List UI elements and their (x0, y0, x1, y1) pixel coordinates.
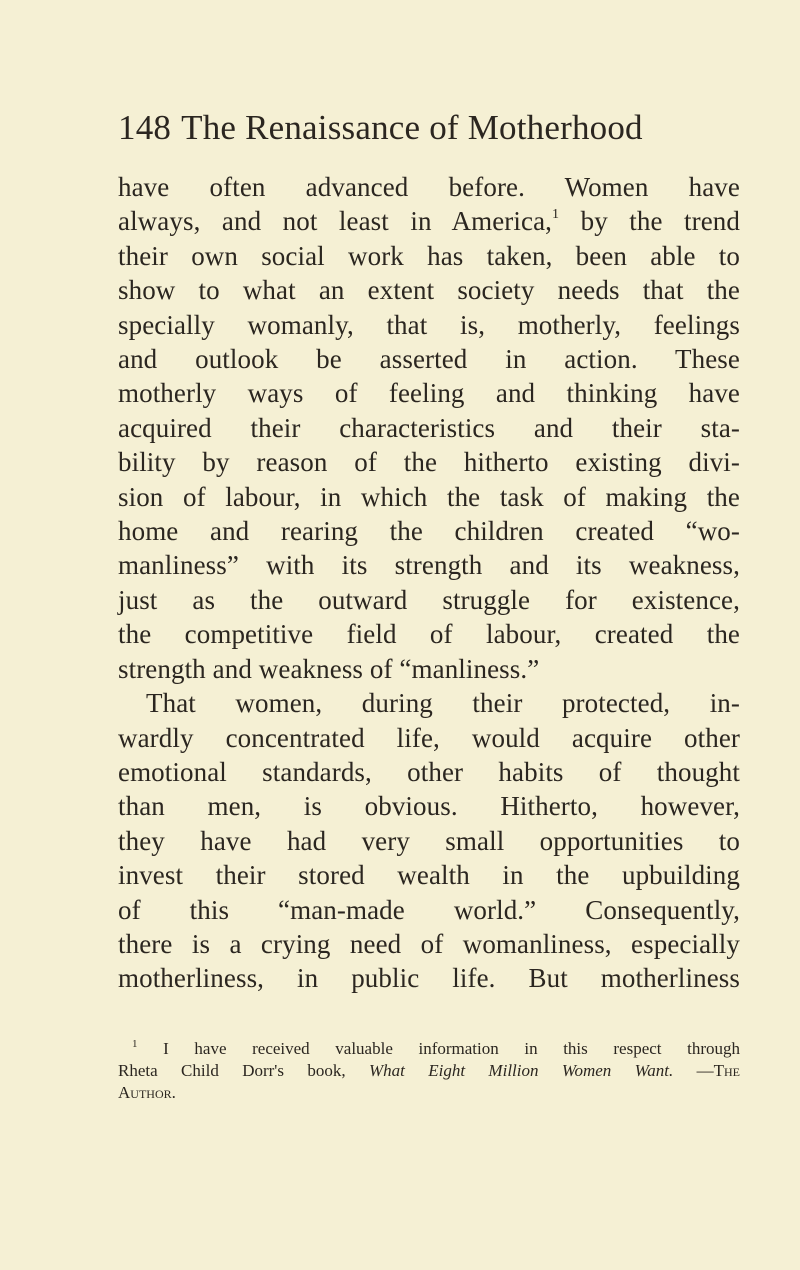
text-line: specially womanly, that is, motherly, feelings (118, 309, 740, 340)
text-line: strength and weakness of “manliness.” (118, 653, 540, 684)
page-number: 148 (118, 108, 172, 147)
text-line: they have had very small opportunities to (118, 825, 740, 856)
text-line (118, 204, 740, 238)
footnote (118, 1038, 740, 1104)
text-line: there is a crying need of womanliness, especially (118, 928, 740, 959)
text-line: That women, during their protected, in- (146, 688, 740, 719)
text-line: of this “man-made world.” Consequently, (118, 894, 740, 925)
text-line: manliness” with its strength and its weakness, (118, 550, 740, 581)
text-line: their own social work has taken, been able to (118, 240, 740, 271)
footnote-line (118, 1060, 740, 1082)
text-line: sion of labour, in which the task of making the (118, 481, 740, 512)
text-line: show to what an extent society needs that the (118, 275, 740, 306)
text-line: bility by reason of the hitherto existing divi- (118, 447, 740, 478)
text-line: have often advanced before. Women have (118, 172, 740, 202)
footnote-marker: 1 (132, 1038, 138, 1050)
footnote-text: I have received valuable information in this respect through (163, 1039, 741, 1058)
footnote-reference: 1 (552, 207, 560, 223)
text-line: motherliness, in public life. But motherliness (118, 963, 740, 994)
text-line: acquired their characteristics and their sta- (118, 412, 740, 443)
body-text (118, 170, 740, 996)
text-line: invest their stored wealth in the upbuilding (118, 860, 740, 891)
text-line: the competitive field of labour, created the (118, 619, 740, 650)
text-fragment: by the trend (580, 206, 740, 237)
text-fragment: always, and not least in America, (118, 206, 553, 237)
book-title: What Eight Million Women Want. (368, 1061, 674, 1080)
footnote-attribution: Author. (118, 1083, 176, 1102)
running-header (118, 108, 643, 148)
footnote-dash: — (696, 1061, 714, 1080)
text-line: and outlook be asserted in action. These (118, 344, 740, 375)
text-line: motherly ways of feeling and thinking have (118, 378, 740, 409)
footnote-line (118, 1038, 740, 1060)
footnote-text: Rheta Child Dorr's book, (118, 1061, 346, 1080)
text-line: home and rearing the children created “wo- (118, 516, 740, 547)
text-line: than men, is obvious. Hitherto, however, (118, 791, 740, 822)
text-line: just as the outward struggle for existence, (118, 584, 740, 615)
text-line: emotional standards, other habits of thought (118, 756, 740, 787)
footnote-attribution: The (713, 1061, 740, 1080)
text-line: wardly concentrated life, would acquire other (118, 722, 740, 753)
running-title: The Renaissance of Motherhood (181, 108, 643, 147)
